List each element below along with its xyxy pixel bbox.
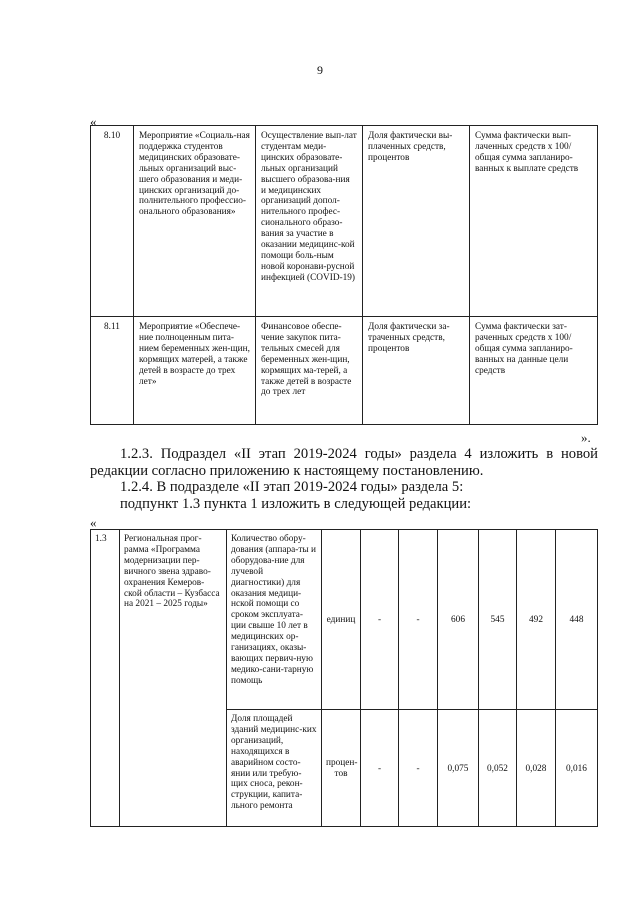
unit-cell: процен-тов [322, 710, 361, 827]
row-number: 1.3 [91, 530, 120, 827]
event-cell: Мероприятие «Обеспече-ние полноценным пита-нием беременных жен-щин, кормящих матерей, а также детей в возрасте до трех лет» [134, 317, 256, 425]
row-number: 8.10 [91, 126, 134, 317]
table-row [91, 530, 598, 710]
value-cell: 0,016 [556, 710, 598, 827]
paragraph-1-2-4 [90, 479, 598, 496]
page-number: 9 [317, 63, 323, 77]
value-cell: - [361, 530, 399, 710]
formula-cell: Сумма фактически вып-лаченных средств х 100/ общая сумма запланиро-ванных к выплате средств [470, 126, 598, 317]
paragraph-subitem [90, 496, 598, 513]
formula-cell: Сумма фактически зат-раченных средств х 100/ общая сумма запланиро-ванных на данные цели средств [470, 317, 598, 425]
value-cell: 545 [479, 530, 517, 710]
indicator-cell: Доля фактически за-траченных средств, процентов [363, 317, 470, 425]
event-cell: Мероприятие «Социаль-ная поддержка студентов медицинских образовате-льных организаций выс-шего образования и меди-цинских организаций до-полнительного профессио-онального образования» [134, 126, 256, 317]
value-cell: 0,028 [517, 710, 556, 827]
description-cell: Финансовое обеспе-чение закупок пита-тельных смесей для беременных жен-щин, кормящих ма-терей, а также детей в возрасте до трех лет [256, 317, 363, 425]
measures-table [90, 125, 598, 425]
indicators-table [90, 529, 598, 827]
opening-quote-2: « [90, 515, 97, 530]
paragraph-text: 1.2.3. Подраздел «II этап 2019-2024 годы» раздела 4 изложить в новой редакции согласно приложению к настоящему постановлению. [90, 446, 598, 479]
paragraph-text: 1.2.4. В подразделе «II этап 2019-2024 годы» раздела 5: [120, 479, 464, 495]
opening-quote-1: « [90, 114, 97, 129]
paragraph-text: подпункт 1.3 пункта 1 изложить в следующей редакции: [120, 496, 472, 512]
unit-cell: единиц [322, 530, 361, 710]
indicator-cell: Количество обору-дования (аппара-ты и оборудова-ние для лучевой диагностики) для оказания медици-нской помощи со сроком эксплуата-ции свыше 10 лет в медицинских ор-ганизациях, оказы-вающих первич-ную медико-сани-тарную помощь [227, 530, 322, 710]
value-cell: - [361, 710, 399, 827]
value-cell: 492 [517, 530, 556, 710]
paragraph-1-2-3 [90, 446, 598, 480]
closing-quote: ». [581, 430, 591, 445]
table-row [91, 126, 598, 317]
value-cell: - [399, 710, 438, 827]
value-cell: 0,075 [438, 710, 479, 827]
table-row [91, 317, 598, 425]
indicator-cell: Доля фактически вы-плаченных средств, процентов [363, 126, 470, 317]
value-cell: - [399, 530, 438, 710]
description-cell: Осуществление вып-лат студентам меди-цинских образовате-льных организаций высшего образова-ния и медицинских организаций допол-нительного профес-сионального образо-вания за участие в оказании медицинс-кой помощи боль-ным новой коронави-русной инфекцией (COVID-19) [256, 126, 363, 317]
program-cell: Региональная прог-рамма «Программа модернизации пер-вичного звена здраво-охранения Кемеров-ской области – Кузбасса на 2021 – 2025 годы» [120, 530, 227, 827]
row-number: 8.11 [91, 317, 134, 425]
value-cell: 448 [556, 530, 598, 710]
indicator-cell: Доля площадей зданий медицинс-ких организаций, находящихся в аварийном состо-янии или требую-щих сноса, рекон-струкции, капита-льного ремонта [227, 710, 322, 827]
value-cell: 0,052 [479, 710, 517, 827]
value-cell: 606 [438, 530, 479, 710]
